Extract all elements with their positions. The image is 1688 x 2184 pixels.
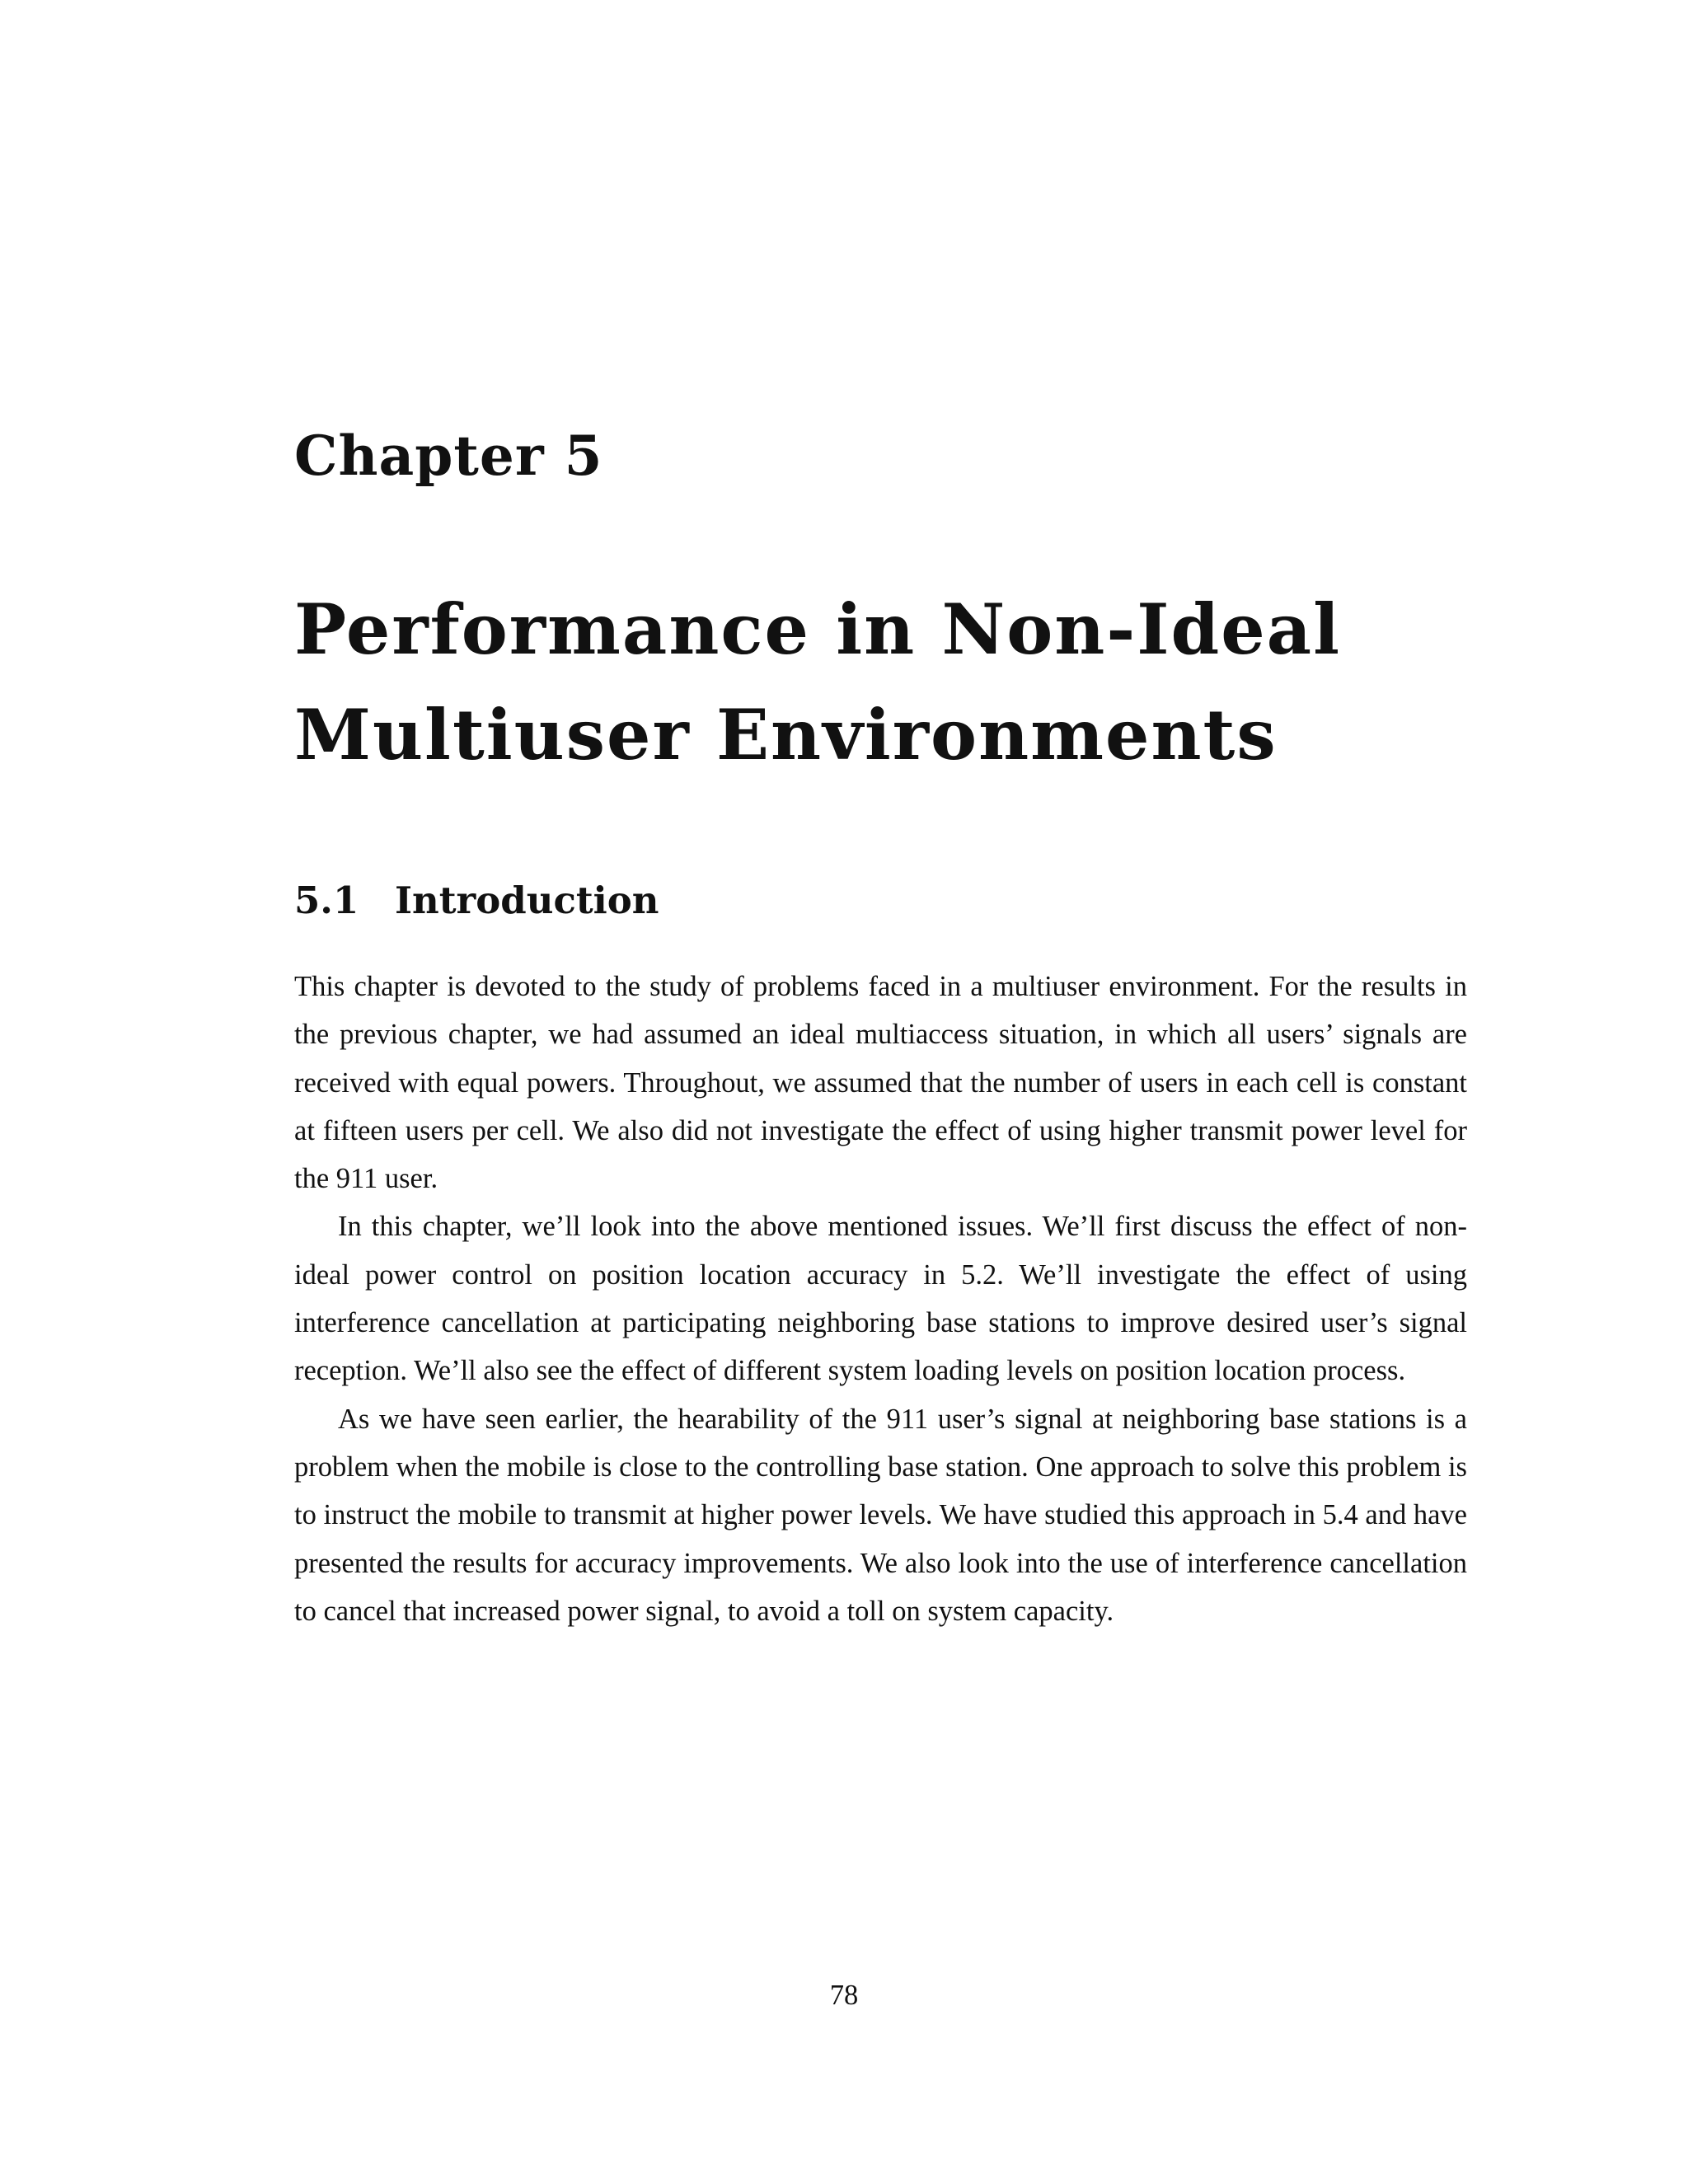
chapter-label: Chapter 5 — [294, 424, 603, 488]
paragraph-2: In this chapter, we’ll look into the above mentioned issues. We’ll first discuss the effect of non-ideal power control on position location accuracy in 5.2. We’ll investigate the effect of using interference cancellation at participating neighboring base stations to improve desired user’s signal reception. We’ll also see the effect of different system loading levels on position location process. — [294, 1211, 1467, 1387]
section-heading — [294, 879, 659, 922]
paragraph-1: This chapter is devoted to the study of problems faced in a multiuser environment. For the results in the previous chapter, we had assumed an ideal multiaccess situation, in which all users’ signals are received with equal powers. Throughout, we assumed that the number of users in each cell is constant at fifteen users per cell. We also did not investigate the effect of using higher transmit power level for the 911 user. — [294, 971, 1467, 1195]
body-text — [294, 963, 1467, 1635]
page-number: 78 — [829, 1980, 859, 2011]
chapter-title-line-2: Multiuser Environments — [294, 694, 1278, 776]
chapter-title-line-1: Performance in Non-Ideal — [294, 588, 1342, 670]
chapter-title — [294, 577, 1467, 788]
paragraph-3: As we have seen earlier, the hearability of the 911 user’s signal at neighboring base stations is a problem when the mobile is close to the controlling base station. One approach to solve this problem is to instruct the mobile to transmit at higher power levels. We have studied this approach in 5.4 and have presented the results for accuracy improvements. We also look into the use of interference cancellation to cancel that increased power signal, to avoid a toll on system capacity. — [294, 1403, 1467, 1627]
section-title: Introduction — [395, 879, 659, 922]
section-number: 5.1 — [294, 879, 359, 922]
